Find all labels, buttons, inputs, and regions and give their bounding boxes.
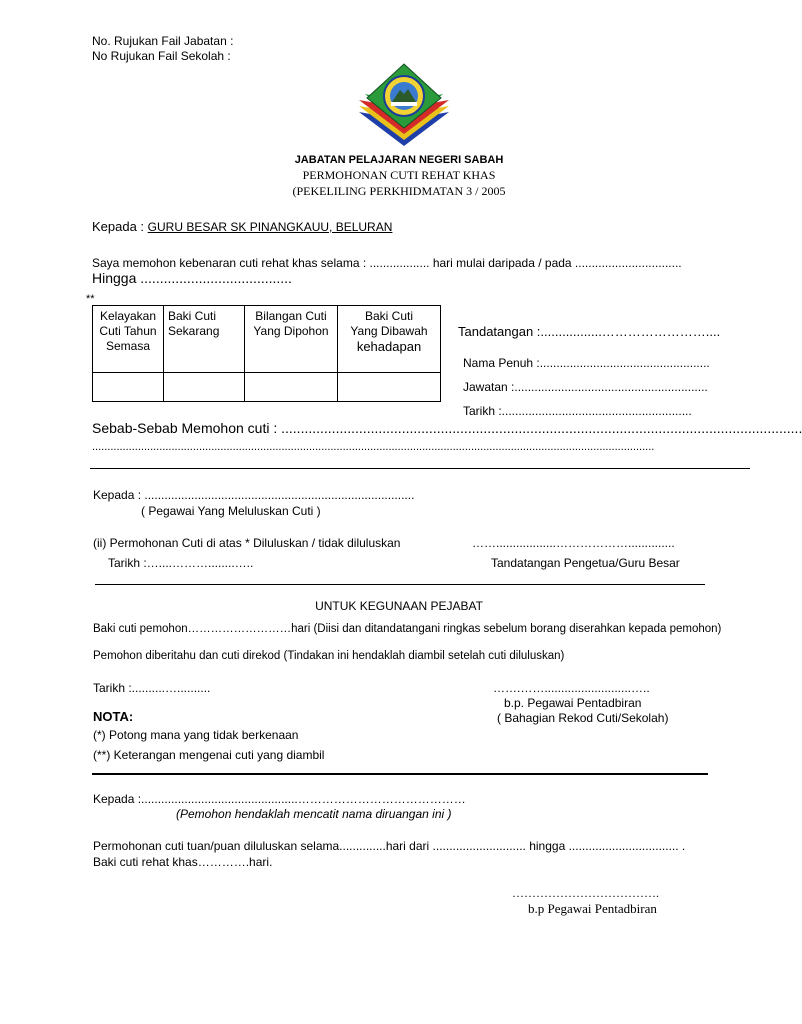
principal-signature-label: Tandatangan Pengetua/Guru Besar xyxy=(491,556,680,570)
department-logo xyxy=(355,62,453,146)
form-title: PERMOHONAN CUTI REHAT KHAS xyxy=(302,168,496,182)
header-baki-cuti: Baki Cuti Sekarang xyxy=(164,306,245,373)
entry-baki-kehadapan[interactable] xyxy=(338,373,441,402)
approver-caption: ( Pegawai Yang Meluluskan Cuti ) xyxy=(141,504,321,518)
nota-item-2: (**) Keterangan mengenai cuti yang diambil xyxy=(93,748,325,762)
remaining-leave-line[interactable]: Baki cuti rehat khas………….hari. xyxy=(93,855,273,869)
kepada-value: GURU BESAR SK PINANGKAUU, BELURAN xyxy=(147,220,393,234)
leave-table-header-row xyxy=(93,306,441,373)
leave-table-entry-row xyxy=(93,373,441,402)
entry-baki-cuti[interactable] xyxy=(164,373,245,402)
kepada-label: Kepada : xyxy=(92,219,145,234)
department-name: JABATAN PELAJARAN NEGERI SABAH xyxy=(294,154,504,166)
approval-status-line: (ii) Permohonan Cuti di atas * Diluluskan / tidak diluluskan xyxy=(93,536,401,550)
divider-1 xyxy=(90,468,750,469)
baki-pemohon-line: Baki cuti pemohon………………………hari (Diisi dan ditandatangani ringkas sebelum borang diserahkan kepada pemohon) xyxy=(93,623,722,635)
header-bilangan-cuti: Bilangan Cuti Yang Dipohon xyxy=(245,306,338,373)
sebab-line-2[interactable]: ........................................................................................................................................................................................ xyxy=(92,441,655,453)
principal-signature-dots[interactable]: ……..................……………….............. xyxy=(472,536,675,550)
header-kelayakan: Kelayakan Cuti Tahun Semasa xyxy=(93,306,164,373)
entry-bilangan-cuti[interactable] xyxy=(245,373,338,402)
divider-3 xyxy=(92,773,708,775)
double-star-marker: ** xyxy=(86,293,95,305)
request-line: Saya memohon kebenaran cuti rehat khas selama : .................. hari mulai daripada / pada ................................ xyxy=(92,256,682,270)
diberitahu-line: Pemohon diberitahu dan cuti direkod (Tindakan ini hendaklah diambil setelah cuti diluluskan) xyxy=(93,650,565,662)
divider-2 xyxy=(95,584,705,585)
kepada-approver-line[interactable]: Kepada : ................................................................................. xyxy=(93,488,415,502)
ref-jabatan: No. Rujukan Fail Jabatan : xyxy=(92,34,234,48)
office-use-heading: UNTUK KEGUNAAN PEJABAT xyxy=(315,599,483,613)
nama-penuh-field[interactable]: Nama Penuh :................................................... xyxy=(463,356,710,370)
final-signature-dots[interactable]: ………………………………. xyxy=(512,886,659,900)
approval-date-field[interactable]: Tarikh :…....………........….. xyxy=(108,556,254,570)
approved-duration-line[interactable]: Permohonan cuti tuan/puan diluluskan selama..............hari dari ............................ hingga ................................. . xyxy=(93,839,686,853)
applicant-name-line[interactable]: Kepada :...............................................…………………………………… xyxy=(93,792,466,806)
circular-ref: (PEKELILING PERKHIDMATAN 3 / 2005 xyxy=(292,184,506,198)
hingga-line: Hingga ....................................... xyxy=(92,270,292,286)
office-date-field[interactable]: Tarikh :..........….......... xyxy=(93,681,211,695)
kepada-row xyxy=(92,220,392,234)
leave-table xyxy=(92,305,441,402)
final-bp-label: b.p Pegawai Pentadbiran xyxy=(528,901,657,916)
office-signature-dots[interactable]: …….……..........................….. xyxy=(493,681,650,695)
sebab-line[interactable]: Sebab-Sebab Memohon cuti : ...................................................................................................................................... xyxy=(92,420,802,436)
applicant-name-caption: (Pemohon hendaklah mencatit nama diruangan ini ) xyxy=(176,807,452,821)
jawatan-field[interactable]: Jawatan :.......................................................... xyxy=(463,380,708,394)
bahagian-label: ( Bahagian Rekod Cuti/Sekolah) xyxy=(497,711,669,725)
tarikh-field[interactable]: Tarikh :......................................................... xyxy=(463,404,692,418)
nota-heading: NOTA: xyxy=(93,709,134,724)
ref-sekolah: No Rujukan Fail Sekolah : xyxy=(92,49,231,63)
header-baki-kehadapan: Baki Cuti Yang Dibawah kehadapan xyxy=(338,306,441,373)
nota-item-1: (*) Potong mana yang tidak berkenaan xyxy=(93,728,299,742)
office-bp-label: b.p. Pegawai Pentadbiran xyxy=(504,696,642,710)
entry-kelayakan[interactable] xyxy=(93,373,164,402)
tandatangan-field[interactable]: Tandatangan :.................…………………….... xyxy=(458,324,721,339)
